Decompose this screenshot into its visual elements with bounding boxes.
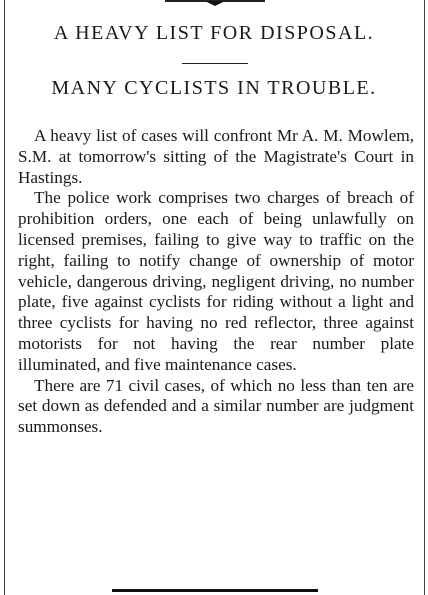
column-rule-left xyxy=(4,0,5,595)
headline-primary: A HEAVY LIST FOR DISPOSAL. xyxy=(53,22,375,44)
article-body xyxy=(18,126,414,438)
article-paragraph: The police work comprises two charges of breach of prohibition orders, one each of being unlawfully on licensed premises, failing to give way to traffic on the right, failing to notify change of ownership of motor vehicle, dangerous driving, negligent driving, no number plate, five against cyclists for riding without a light and three cyclists for having no red reflector, three against motorists for not having the rear number plate illuminated, and five maintenance cases. xyxy=(18,188,414,374)
column-rule-right xyxy=(424,0,425,595)
article-paragraph: A heavy list of cases will confront Mr A. M. Mowlem, S.M. at tomorrow's sitting of the Magistrate's Court in Hastings. xyxy=(18,126,414,187)
headline-secondary: MANY CYCLISTS IN TROUBLE. xyxy=(51,77,377,99)
headline-separator xyxy=(182,63,248,64)
article-paragraph: There are 71 civil cases, of which no less than ten are set down as defended and a similar number are judgment summonses. xyxy=(18,375,414,437)
top-ornament xyxy=(165,0,265,8)
bottom-rule xyxy=(112,589,318,592)
